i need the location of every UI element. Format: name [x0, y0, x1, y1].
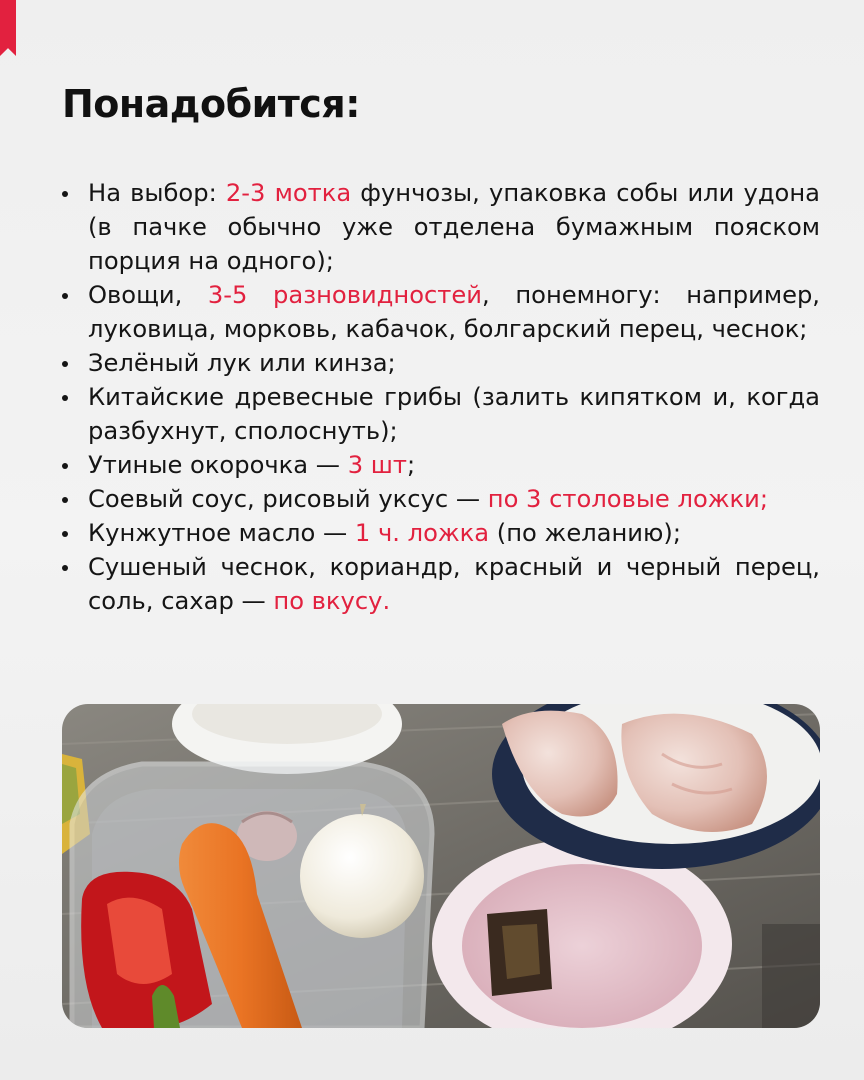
- list-item: Сушеный чеснок, кориандр, красный и черный перец, соль, сахар — по вкусу.: [62, 550, 820, 618]
- highlight-text: по 3 столовые ложки;: [487, 485, 769, 513]
- list-item: На выбор: 2-3 мотка фунчозы, упаковка собы или удона (в пачке обычно уже отделена бумажным пояском порция на одного);: [62, 176, 820, 278]
- list-item: Соевый соус, рисовый уксус — по 3 столовые ложки;: [62, 482, 820, 516]
- ingredients-list: [62, 176, 820, 618]
- bookmark-ribbon-icon: [0, 0, 16, 56]
- list-item: Кунжутное масло — 1 ч. ложка (по желанию);: [62, 516, 820, 550]
- highlight-text: 3 шт: [347, 451, 407, 479]
- page-title: Понадобится:: [62, 82, 360, 126]
- ingredients-photo: [62, 704, 820, 1028]
- ingredients-photo-illustration: [62, 704, 820, 1028]
- highlight-text: 3-5 разновидностей: [207, 281, 483, 309]
- list-item: Утиные окорочка — 3 шт;: [62, 448, 820, 482]
- highlight-text: 1 ч. ложка: [354, 519, 490, 547]
- highlight-text: 2-3 мотка: [225, 179, 352, 207]
- list-item: Зелёный лук или кинза;: [62, 346, 820, 380]
- list-item: Овощи, 3-5 разновидностей, понемногу: например, луковица, морковь, кабачок, болгарский перец, чеснок;: [62, 278, 820, 346]
- highlight-text: по вкусу.: [273, 587, 391, 615]
- list-item: Китайские древесные грибы (залить кипятком и, когда разбухнут, сполоснуть);: [62, 380, 820, 448]
